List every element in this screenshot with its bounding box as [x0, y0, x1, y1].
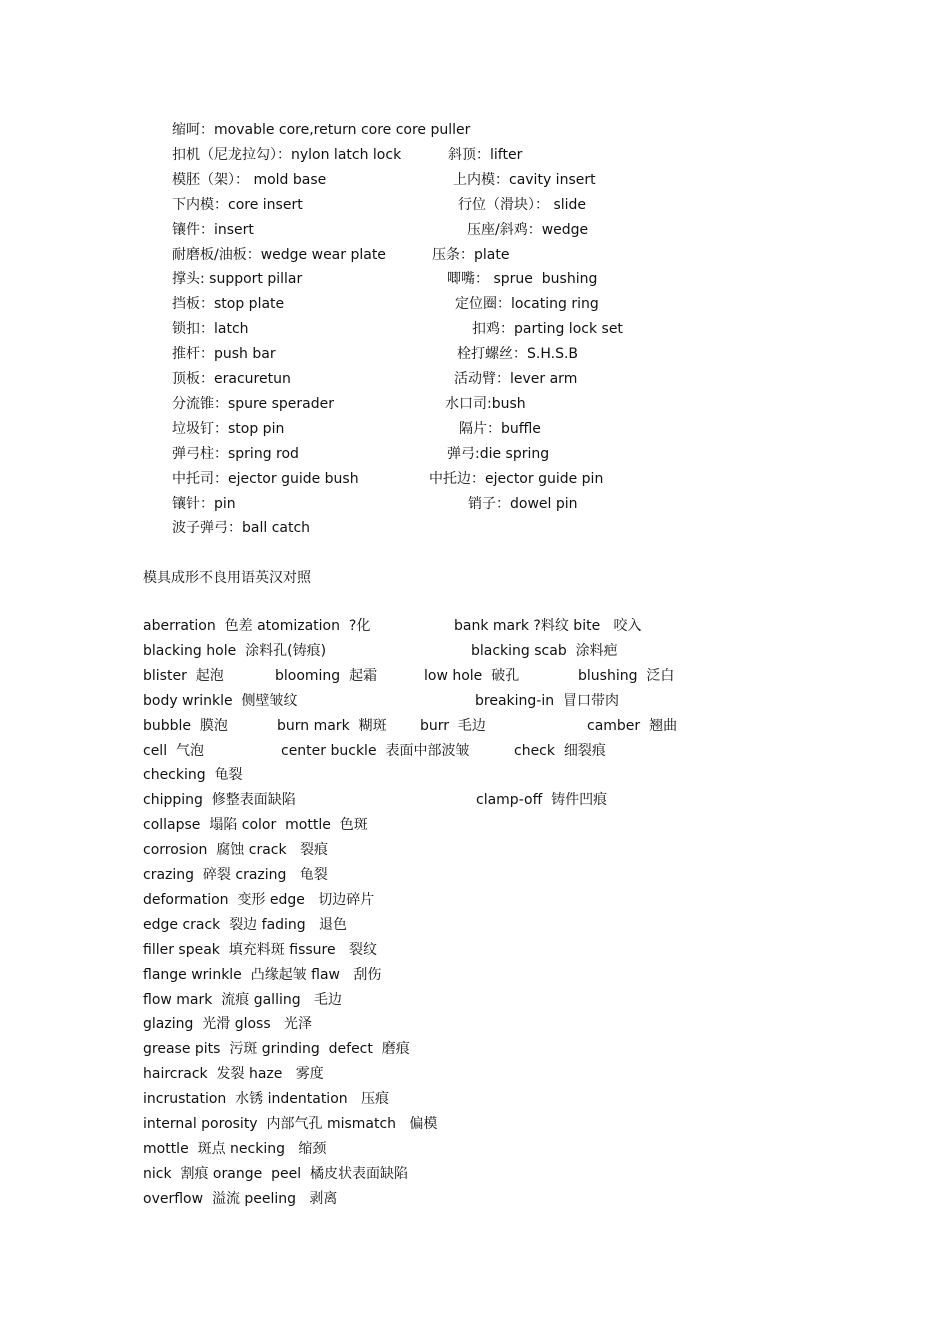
glossary-entry: 定位圈：locating ring: [455, 296, 599, 313]
defect-term-entry: burr 毛边: [420, 717, 486, 734]
defect-term-entry: bank mark ?料纹 bite 咬入: [454, 618, 642, 634]
defect-term-entry: overflow 溢流 peeling 剥离: [143, 1190, 338, 1207]
defect-term-entry: flow mark 流痕 galling 毛边: [143, 991, 342, 1008]
glossary-entry: 隔片：buffle: [459, 420, 541, 437]
defect-term-entry: filler speak 填充料斑 fissure 裂纹: [143, 941, 377, 958]
glossary-entry: 活动臂：lever arm: [454, 371, 578, 387]
defect-term-entry: crazing 碎裂 crazing 龟裂: [143, 867, 328, 883]
defect-term-entry: check 细裂痕: [514, 742, 606, 759]
defect-term-entry: deformation 变形 edge 切边碎片: [143, 891, 375, 908]
defect-term-entry: camber 翘曲: [587, 717, 678, 734]
defect-term-entry: internal porosity 内部气孔 mismatch 偏模: [143, 1116, 438, 1132]
glossary-entry: 压条：plate: [432, 246, 510, 263]
defect-term-entry: collapse 塌陷 color mottle 色斑: [143, 817, 368, 834]
defect-term-entry: haircrack 发裂 haze 雾度: [143, 1066, 324, 1083]
glossary-entry: 推杆：push bar: [172, 346, 276, 363]
defect-term-entry: checking 龟裂: [143, 767, 243, 784]
defect-term-entry: clamp-off 铸件凹痕: [476, 792, 608, 809]
defect-term-entry: low hole 破孔: [424, 667, 520, 684]
glossary-entry: 撑头: support pillar: [172, 271, 303, 288]
defect-term-entry: blacking scab 涂料疤: [471, 642, 618, 659]
glossary-entry: 顶板：eracuretun: [172, 371, 291, 387]
defect-term-entry: mottle 斑点 necking 缩颈: [143, 1140, 327, 1157]
defect-term-entry: glazing 光滑 gloss 光泽: [143, 1016, 312, 1033]
glossary-entry: 镶针：pin: [172, 495, 236, 512]
glossary-entry: 弹弓:die spring: [447, 445, 550, 462]
glossary-entry: 模胚（架）： mold base: [172, 171, 327, 188]
defect-term-entry: blacking hole 涂料孔(铸痕): [143, 642, 327, 659]
defect-term-entry: cell 气泡: [143, 742, 204, 759]
defect-term-entry: burn mark 糊斑: [277, 717, 387, 734]
glossary-entry: 销子：dowel pin: [468, 495, 578, 512]
glossary-entry: 扣鸡：parting lock set: [472, 321, 623, 338]
glossary-entry: 斜顶：lifter: [448, 146, 523, 163]
defect-term-entry: breaking-in 冒口带肉: [475, 692, 619, 709]
defect-term-entry: aberration 色差 atomization ?化: [143, 618, 371, 634]
glossary-entry: 行位（滑块）： slide: [458, 196, 587, 213]
defect-term-entry: body wrinkle 侧壁皱纹: [143, 692, 298, 709]
defect-term-entry: nick 割痕 orange peel 橘皮状表面缺陷: [143, 1165, 408, 1182]
defect-term-entry: incrustation 水锈 indentation 压痕: [143, 1091, 389, 1108]
defect-term-entry: corrosion 腐蚀 crack 裂痕: [143, 842, 328, 859]
glossary-entry: 缩呵：movable core,return core core puller: [172, 122, 471, 138]
glossary-entry: 水口司:bush: [445, 395, 526, 412]
glossary-entry: 上内模：cavity insert: [453, 171, 596, 188]
glossary-entry: 垃圾钉：stop pin: [172, 420, 285, 437]
glossary-entry: 唧嘴： sprue bushing: [447, 271, 598, 288]
glossary-entry: 弹弓柱：spring rod: [172, 445, 299, 462]
defect-term-entry: flange wrinkle 凸缘起皱 flaw 刮伤: [143, 966, 382, 983]
defect-term-entry: grease pits 污斑 grinding defect 磨痕: [143, 1041, 410, 1058]
glossary-entry: 挡板：stop plate: [172, 296, 285, 313]
glossary-entry: 下内模：core insert: [172, 196, 303, 213]
glossary-entry: 波子弹弓：ball catch: [172, 520, 311, 537]
defect-term-entry: center buckle 表面中部波皱: [281, 742, 470, 759]
glossary-entry: 扣机（尼龙拉勾）：nylon latch lock: [172, 146, 402, 163]
glossary-entry: 栓打螺丝：S.H.S.B: [457, 346, 579, 363]
glossary-entry: 耐磨板/油板：wedge wear plate: [172, 246, 386, 263]
glossary-entry: 中托边：ejector guide pin: [429, 470, 604, 487]
glossary-entry: 中托司：ejector guide bush: [172, 470, 359, 487]
glossary-entry: 分流锥：spure sperader: [172, 395, 334, 412]
defect-term-entry: blushing 泛白: [578, 667, 675, 684]
defect-term-entry: blooming 起霜: [275, 667, 378, 684]
defect-term-entry: chipping 修整表面缺陷: [143, 792, 296, 809]
defect-term-entry: bubble 膜泡: [143, 717, 228, 734]
defect-term-entry: blister 起泡: [143, 667, 224, 684]
glossary-entry: 锁扣：latch: [172, 321, 249, 338]
section-title: 模具成形不良用语英汉对照: [143, 570, 311, 586]
glossary-entry: 压座/斜鸡：wedge: [467, 221, 589, 238]
defect-term-entry: edge crack 裂边 fading 退色: [143, 916, 348, 933]
glossary-entry: 镶件：insert: [172, 221, 254, 238]
